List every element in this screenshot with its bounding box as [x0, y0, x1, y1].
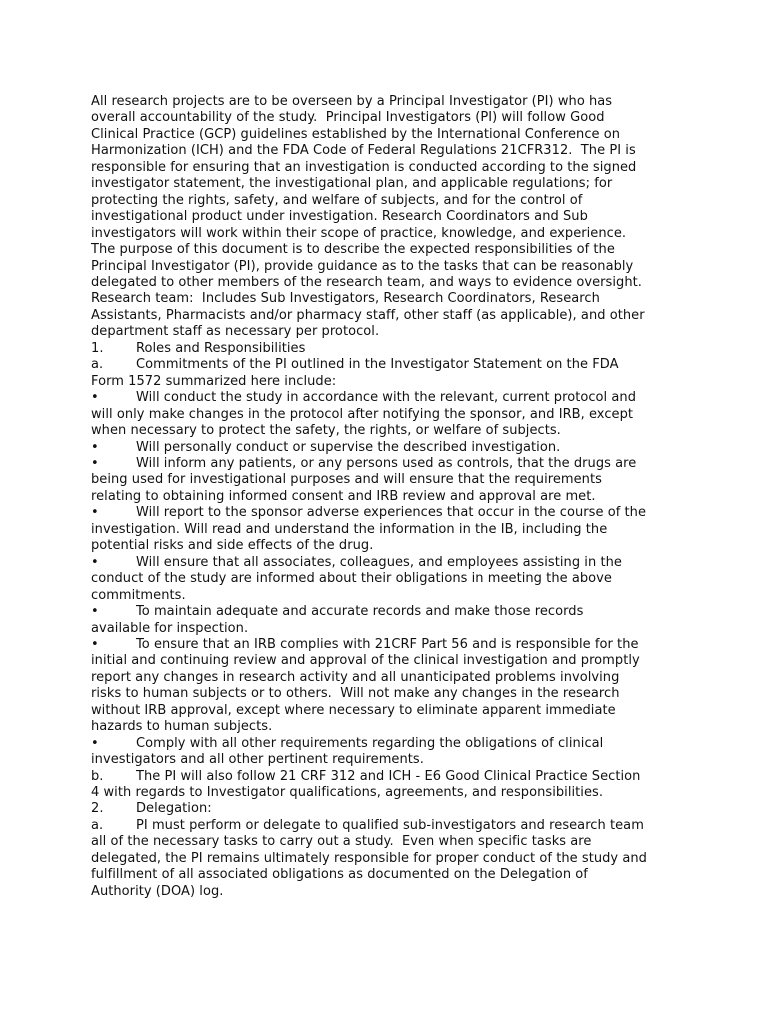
bullet-continuation: will only make changes in the protocol after notifying the sponsor, and IRB, except: [91, 406, 634, 422]
intro-line: The purpose of this document is to describe the expected responsibilities of the: [91, 242, 615, 258]
bullet-item: [91, 555, 691, 571]
list-item-2a-continuation: delegated, the PI remains ultimately responsible for proper conduct of the study and: [91, 850, 647, 866]
bullet-continuation: report any changes in research activity and all unanticipated problems involving: [91, 669, 620, 685]
bullet-item: [91, 604, 691, 620]
section-number: 1.: [91, 340, 104, 356]
list-item-b-continuation: 4 with regards to Investigator qualifications, agreements, and responsibilities.: [91, 785, 604, 801]
item-letter: b.: [91, 768, 104, 784]
bullet-continuation: when necessary to protect the safety, the rights, or welfare of subjects.: [91, 423, 561, 439]
bullet-continuation: initial and continuing review and approval of the clinical investigation and promptly: [91, 653, 640, 669]
bullet-item: [91, 456, 691, 472]
bullet-continuation: relating to obtaining informed consent and IRB review and approval are met.: [91, 488, 596, 504]
bullet-marker: •: [91, 505, 99, 521]
bullet-continuation: available for inspection.: [91, 620, 249, 636]
bullet-continuation: without IRB approval, except where necessary to eliminate apparent immediate: [91, 702, 616, 718]
list-item-b: [91, 769, 691, 785]
bullet-continuation: investigators and all other pertinent requirements.: [91, 752, 424, 768]
section-heading-roles: [91, 341, 691, 357]
list-item-a-continuation: Form 1572 summarized here include:: [91, 373, 337, 389]
bullet-text: Will conduct the study in accordance with the relevant, current protocol and: [136, 390, 637, 406]
bullet-continuation: investigation. Will read and understand the information in the IB, including the: [91, 521, 608, 537]
item-text: PI must perform or delegate to qualified sub-investigators and research team: [136, 817, 644, 833]
bullet-text: Will ensure that all associates, colleagues, and employees assisting in the: [136, 554, 622, 570]
intro-line: investigators will work within their scope of practice, knowledge, and experience.: [91, 225, 627, 241]
bullet-marker: •: [91, 439, 99, 455]
list-item-a: [91, 357, 691, 373]
bullet-item: [91, 440, 691, 456]
document-body: [91, 94, 691, 900]
bullet-marker: •: [91, 604, 99, 620]
intro-line: Harmonization (ICH) and the FDA Code of Federal Regulations 21CFR312. The PI is: [91, 143, 636, 159]
intro-line: responsible for ensuring that an investigation is conducted according to the signed: [91, 159, 637, 175]
bullet-item: [91, 390, 691, 406]
section-heading-delegation: [91, 801, 691, 817]
list-item-2a: [91, 818, 691, 834]
intro-line: department staff as necessary per protocol.: [91, 324, 380, 340]
list-item-2a-continuation: fulfillment of all associated obligations as documented on the Delegation of: [91, 867, 588, 883]
bullet-item: [91, 736, 691, 752]
bullet-continuation: commitments.: [91, 587, 186, 603]
list-item-2a-continuation: Authority (DOA) log.: [91, 883, 224, 899]
item-letter: a.: [91, 357, 104, 373]
section-title: Delegation:: [136, 801, 212, 817]
bullet-text: To ensure that an IRB complies with 21CRF Part 56 and is responsible for the: [136, 636, 639, 652]
bullet-text: To maintain adequate and accurate records and make those records: [136, 604, 584, 620]
list-item-2a-continuation: all of the necessary tasks to carry out a study. Even when specific tasks are: [91, 834, 592, 850]
bullet-text: Will personally conduct or supervise the described investigation.: [136, 439, 561, 455]
bullet-marker: •: [91, 455, 99, 471]
bullet-marker: •: [91, 735, 99, 751]
intro-line: Assistants, Pharmacists and/or pharmacy staff, other staff (as applicable), and other: [91, 307, 645, 323]
bullet-text: Will inform any patients, or any persons used as controls, that the drugs are: [136, 455, 637, 471]
intro-line: Clinical Practice (GCP) guidelines established by the International Conference on: [91, 126, 621, 142]
intro-line: All research projects are to be overseen by a Principal Investigator (PI) who has: [91, 94, 613, 109]
intro-line: investigator statement, the investigational plan, and applicable regulations; for: [91, 176, 613, 192]
bullet-continuation: conduct of the study are informed about their obligations in meeting the above: [91, 571, 612, 587]
intro-line: overall accountability of the study. Principal Investigators (PI) will follow Good: [91, 110, 605, 126]
bullet-continuation: hazards to human subjects.: [91, 719, 273, 735]
item-letter: a.: [91, 817, 104, 833]
bullet-item: [91, 637, 691, 653]
intro-line: delegated to other members of the research team, and ways to evidence oversight.: [91, 274, 642, 290]
intro-line: Principal Investigator (PI), provide guidance as to the tasks that can be reasonably: [91, 258, 634, 274]
section-number: 2.: [91, 801, 104, 817]
bullet-continuation: risks to human subjects or to others. Will not make any changes in the research: [91, 686, 620, 702]
bullet-item: [91, 505, 691, 521]
bullet-marker: •: [91, 390, 99, 406]
bullet-marker: •: [91, 554, 99, 570]
bullet-text: Comply with all other requirements regarding the obligations of clinical: [136, 735, 604, 751]
intro-line: Research team: Includes Sub Investigators, Research Coordinators, Research: [91, 291, 600, 307]
intro-line: protecting the rights, safety, and welfare of subjects, and for the control of: [91, 192, 583, 208]
bullet-marker: •: [91, 636, 99, 652]
item-text: The PI will also follow 21 CRF 312 and ICH - E6 Good Clinical Practice Section: [136, 768, 641, 784]
bullet-text: Will report to the sponsor adverse experiences that occur in the course of the: [136, 505, 646, 521]
intro-line: investigational product under investigation. Research Coordinators and Sub: [91, 209, 588, 225]
section-title: Roles and Responsibilities: [136, 340, 306, 356]
item-text: Commitments of the PI outlined in the Investigator Statement on the FDA: [136, 357, 619, 373]
bullet-continuation: being used for investigational purposes and will ensure that the requirements: [91, 472, 602, 488]
bullet-continuation: potential risks and side effects of the drug.: [91, 538, 374, 554]
